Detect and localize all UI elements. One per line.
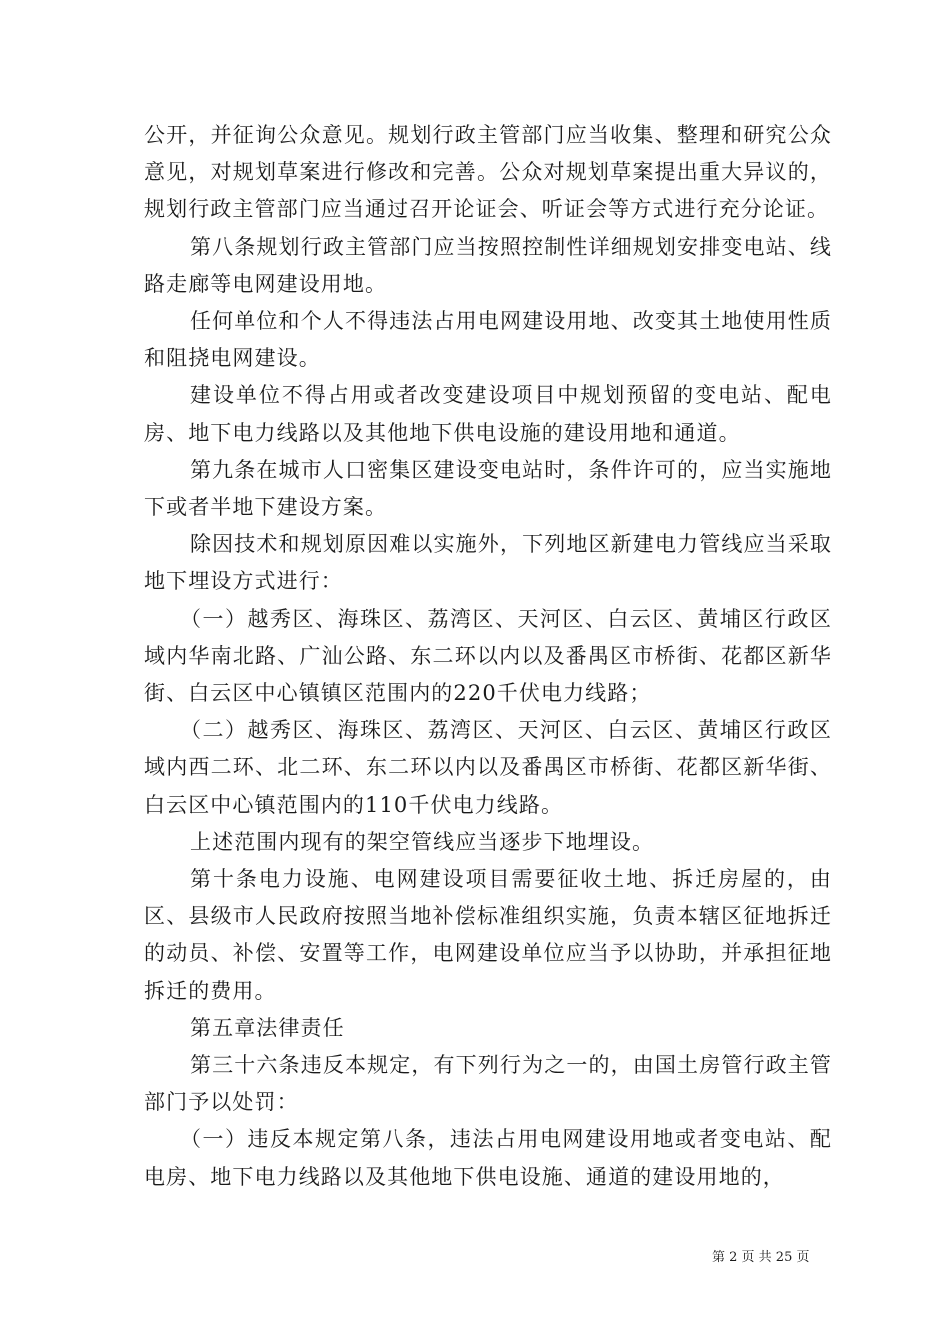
list-item: （一）越秀区、海珠区、荔湾区、天河区、白云区、黄埔区行政区域内华南北路、广汕公路、东二环以内以及番禺区市桥街、花都区新华街、白云区中心镇镇区范围内的220千伏电力线路；: [144, 606, 832, 706]
paragraph: 除因技术和规划原因难以实施外，下列地区新建电力管线应当采取地下埋设方式进行：: [144, 532, 832, 594]
paragraph-article-8: 第八条规划行政主管部门应当按照控制性详细规划安排变电站、线路走廊等电网建设用地。: [144, 234, 832, 296]
paragraph-article-9: 第九条在城市人口密集区建设变电站时，条件许可的，应当实施地下或者半地下建设方案。: [144, 457, 832, 520]
paragraph-article-10: 第十条电力设施、电网建设项目需要征收土地、拆迁房屋的，由区、县级市人民政府按照当地补偿标准组织实施，负责本辖区征地拆迁的动员、补偿、安置等工作，电网建设单位应当予以协助，并承担征地拆迁的费用。: [144, 867, 832, 1003]
page-number: 第 2 页 共 25 页: [712, 1250, 810, 1265]
paragraph-article-36: 第三十六条违反本规定，有下列行为之一的，由国土房管行政主管部门予以处罚：: [144, 1053, 832, 1115]
list-item: （二）越秀区、海珠区、荔湾区、天河区、白云区、黄埔区行政区域内西二环、北二环、东二环以内以及番禺区市桥街、花都区新华街、白云区中心镇范围内的110千伏电力线路。: [144, 718, 832, 817]
paragraph: 建设单位不得占用或者改变建设项目中规划预留的变电站、配电房、地下电力线路以及其他地下供电设施的建设用地和通道。: [144, 383, 832, 445]
list-item: （一）违反本规定第八条，违法占用电网建设用地或者变电站、配电房、地下电力线路以及其他地下供电设施、通道的建设用地的，: [144, 1127, 832, 1189]
paragraph: 任何单位和个人不得违法占用电网建设用地、改变其土地使用性质和阻挠电网建设。: [144, 309, 832, 371]
chapter-heading: 第五章法律责任: [190, 1015, 345, 1040]
paragraph-continuation: 公开，并征询公众意见。规划行政主管部门应当收集、整理和研究公众意见，对规划草案进行修改和完善。公众对规划草案提出重大异议的，规划行政主管部门应当通过召开论证会、听证会等方式进行充分论证。: [144, 123, 832, 222]
document-body: [144, 117, 832, 1196]
paragraph: 上述范围内现有的架空管线应当逐步下地埋设。: [190, 829, 655, 854]
